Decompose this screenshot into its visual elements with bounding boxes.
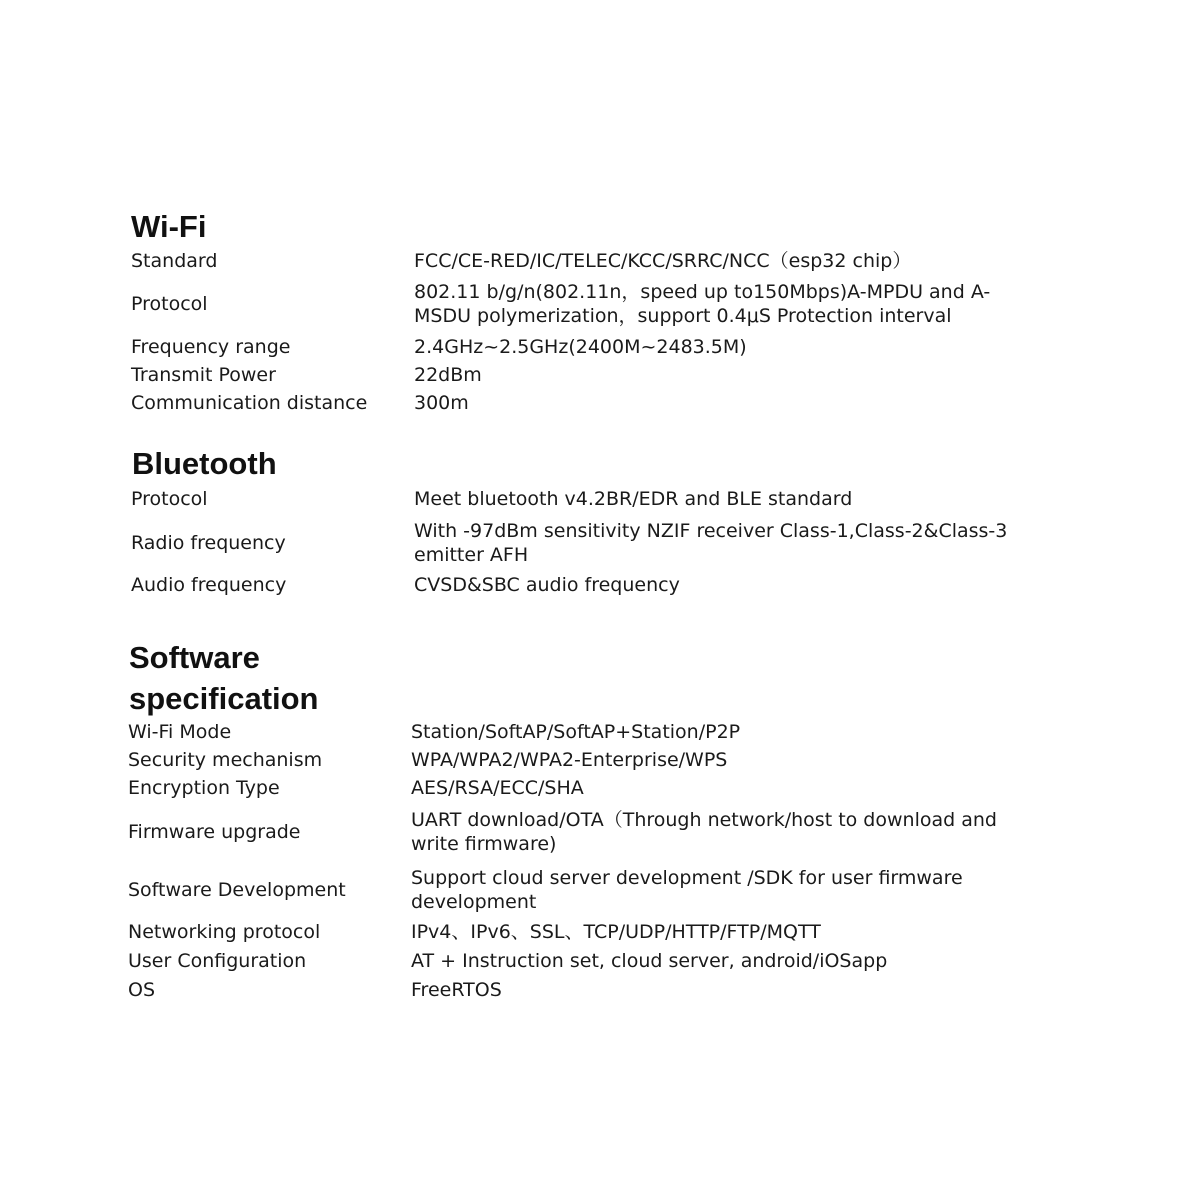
spec-value: IPv4、IPv6、SSL、TCP/UDP/HTTP/FTP/MQTT xyxy=(411,921,821,943)
spec-label: Protocol xyxy=(131,488,208,510)
spec-label: Firmware upgrade xyxy=(128,821,301,843)
section-title-software xyxy=(129,637,319,719)
spec-label: Radio frequency xyxy=(131,532,286,554)
spec-value: WPA/WPA2/WPA2-Enterprise/WPS xyxy=(411,749,728,771)
spec-label: Encryption Type xyxy=(128,777,280,799)
spec-value: AES/RSA/ECC/SHA xyxy=(411,777,584,799)
spec-label: Audio frequency xyxy=(131,574,287,596)
spec-value: UART download/OTA（Through network/host to download and write firmware) xyxy=(411,809,997,855)
spec-value: 802.11 b/g/n(802.11n，speed up to150Mbps)A-MPDU and A-MSDU polymerization，support 0.4μS Protection interval xyxy=(414,281,991,327)
section-title-wifi xyxy=(131,206,206,247)
spec-label: Wi-Fi Mode xyxy=(128,721,232,743)
spec-label: Communication distance xyxy=(131,392,368,414)
section-title-line: specification xyxy=(129,681,319,716)
spec-value: 22dBm xyxy=(414,364,482,386)
section-title-line: Bluetooth xyxy=(132,446,277,481)
spec-label: User Configuration xyxy=(128,950,307,972)
spec-value: FCC/CE-RED/IC/TELEC/KCC/SRRC/NCC（esp32 chip） xyxy=(414,250,912,272)
spec-value: AT + Instruction set, cloud server, android/iOSapp xyxy=(411,950,888,972)
section-title-line: Wi-Fi xyxy=(131,209,207,244)
spec-label: Protocol xyxy=(131,293,208,315)
spec-label: OS xyxy=(128,979,156,1001)
spec-label: Security mechanism xyxy=(128,749,323,771)
spec-value: Meet bluetooth v4.2BR/EDR and BLE standard xyxy=(414,488,853,510)
spec-label: Software Development xyxy=(128,879,346,901)
spec-value: 300m xyxy=(414,392,469,414)
spec-value: 2.4GHz~2.5GHz(2400M~2483.5M) xyxy=(414,336,747,358)
section-title-line: Software xyxy=(129,640,260,675)
spec-value: FreeRTOS xyxy=(411,979,502,1001)
spec-value: With -97dBm sensitivity NZIF receiver Class-1,Class-2&Class-3 emitter AFH xyxy=(414,520,1008,566)
spec-value: Support cloud server development /SDK for user firmware development xyxy=(411,867,963,913)
spec-value: CVSD&SBC audio frequency xyxy=(414,574,680,596)
spec-label: Frequency range xyxy=(131,336,291,358)
spec-label: Transmit Power xyxy=(131,364,276,386)
section-title-bluetooth xyxy=(132,443,277,484)
spec-label: Networking protocol xyxy=(128,921,321,943)
spec-label: Standard xyxy=(131,250,218,272)
spec-value: Station/SoftAP/SoftAP+Station/P2P xyxy=(411,721,741,743)
